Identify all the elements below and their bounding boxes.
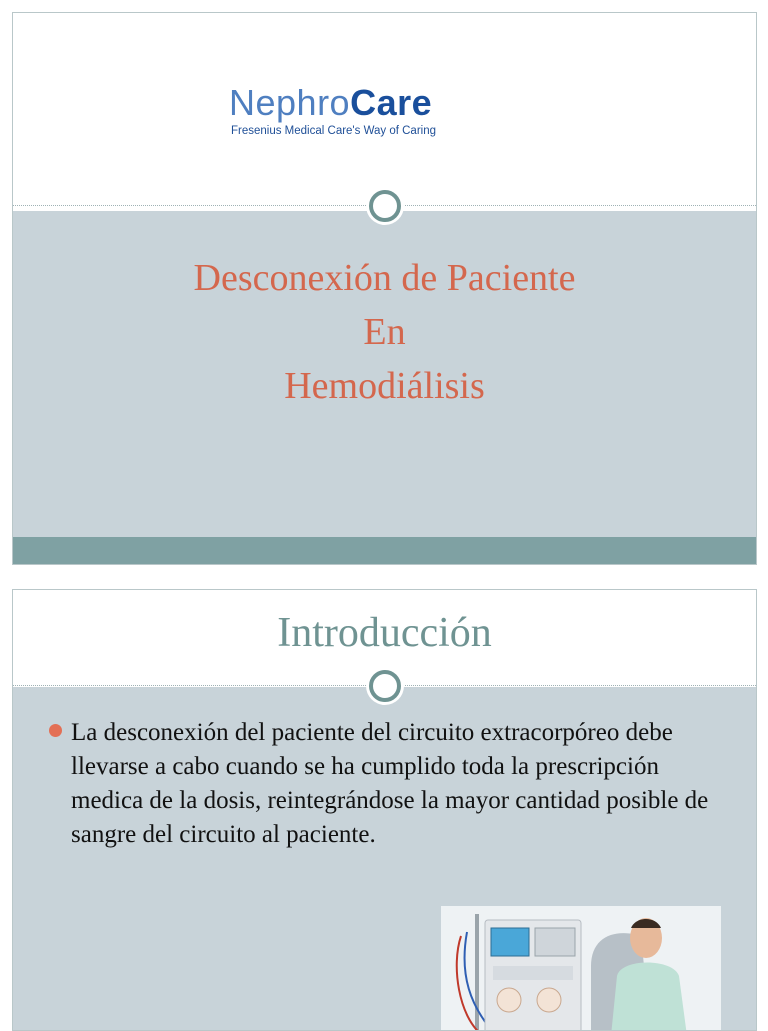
logo-tagline: Fresenius Medical Care's Way of Caring <box>231 125 437 137</box>
ring-ornament-icon <box>369 190 401 222</box>
nephrocare-logo <box>229 82 549 137</box>
logo-brand-bold: Care <box>350 82 433 123</box>
title-line-2: En <box>363 311 406 353</box>
slide-title-text <box>13 251 756 413</box>
dialysis-machine-illustration <box>441 906 721 1031</box>
ring-ornament-icon <box>369 670 401 702</box>
slide-title <box>12 12 757 565</box>
title-line-3: Hemodiálisis <box>284 365 485 407</box>
slide-introduccion <box>12 589 757 1031</box>
title-line-1: Desconexión de Paciente <box>193 257 576 299</box>
bullet-dot-icon <box>49 724 62 737</box>
bullet-item <box>49 716 729 852</box>
footer-band <box>13 537 756 564</box>
slide-heading: Introducción <box>277 610 492 656</box>
bullet-text: La desconexión del paciente del circuito extracorpóreo debe llevarse a cabo cuando se ha cumplido toda la prescripción medica de la dosis, reintegrándose la mayor cantidad posible de sangre del circuito al paciente. <box>71 719 709 848</box>
logo-wordmark <box>229 82 549 123</box>
logo-brand-light: Nephro <box>229 82 351 123</box>
